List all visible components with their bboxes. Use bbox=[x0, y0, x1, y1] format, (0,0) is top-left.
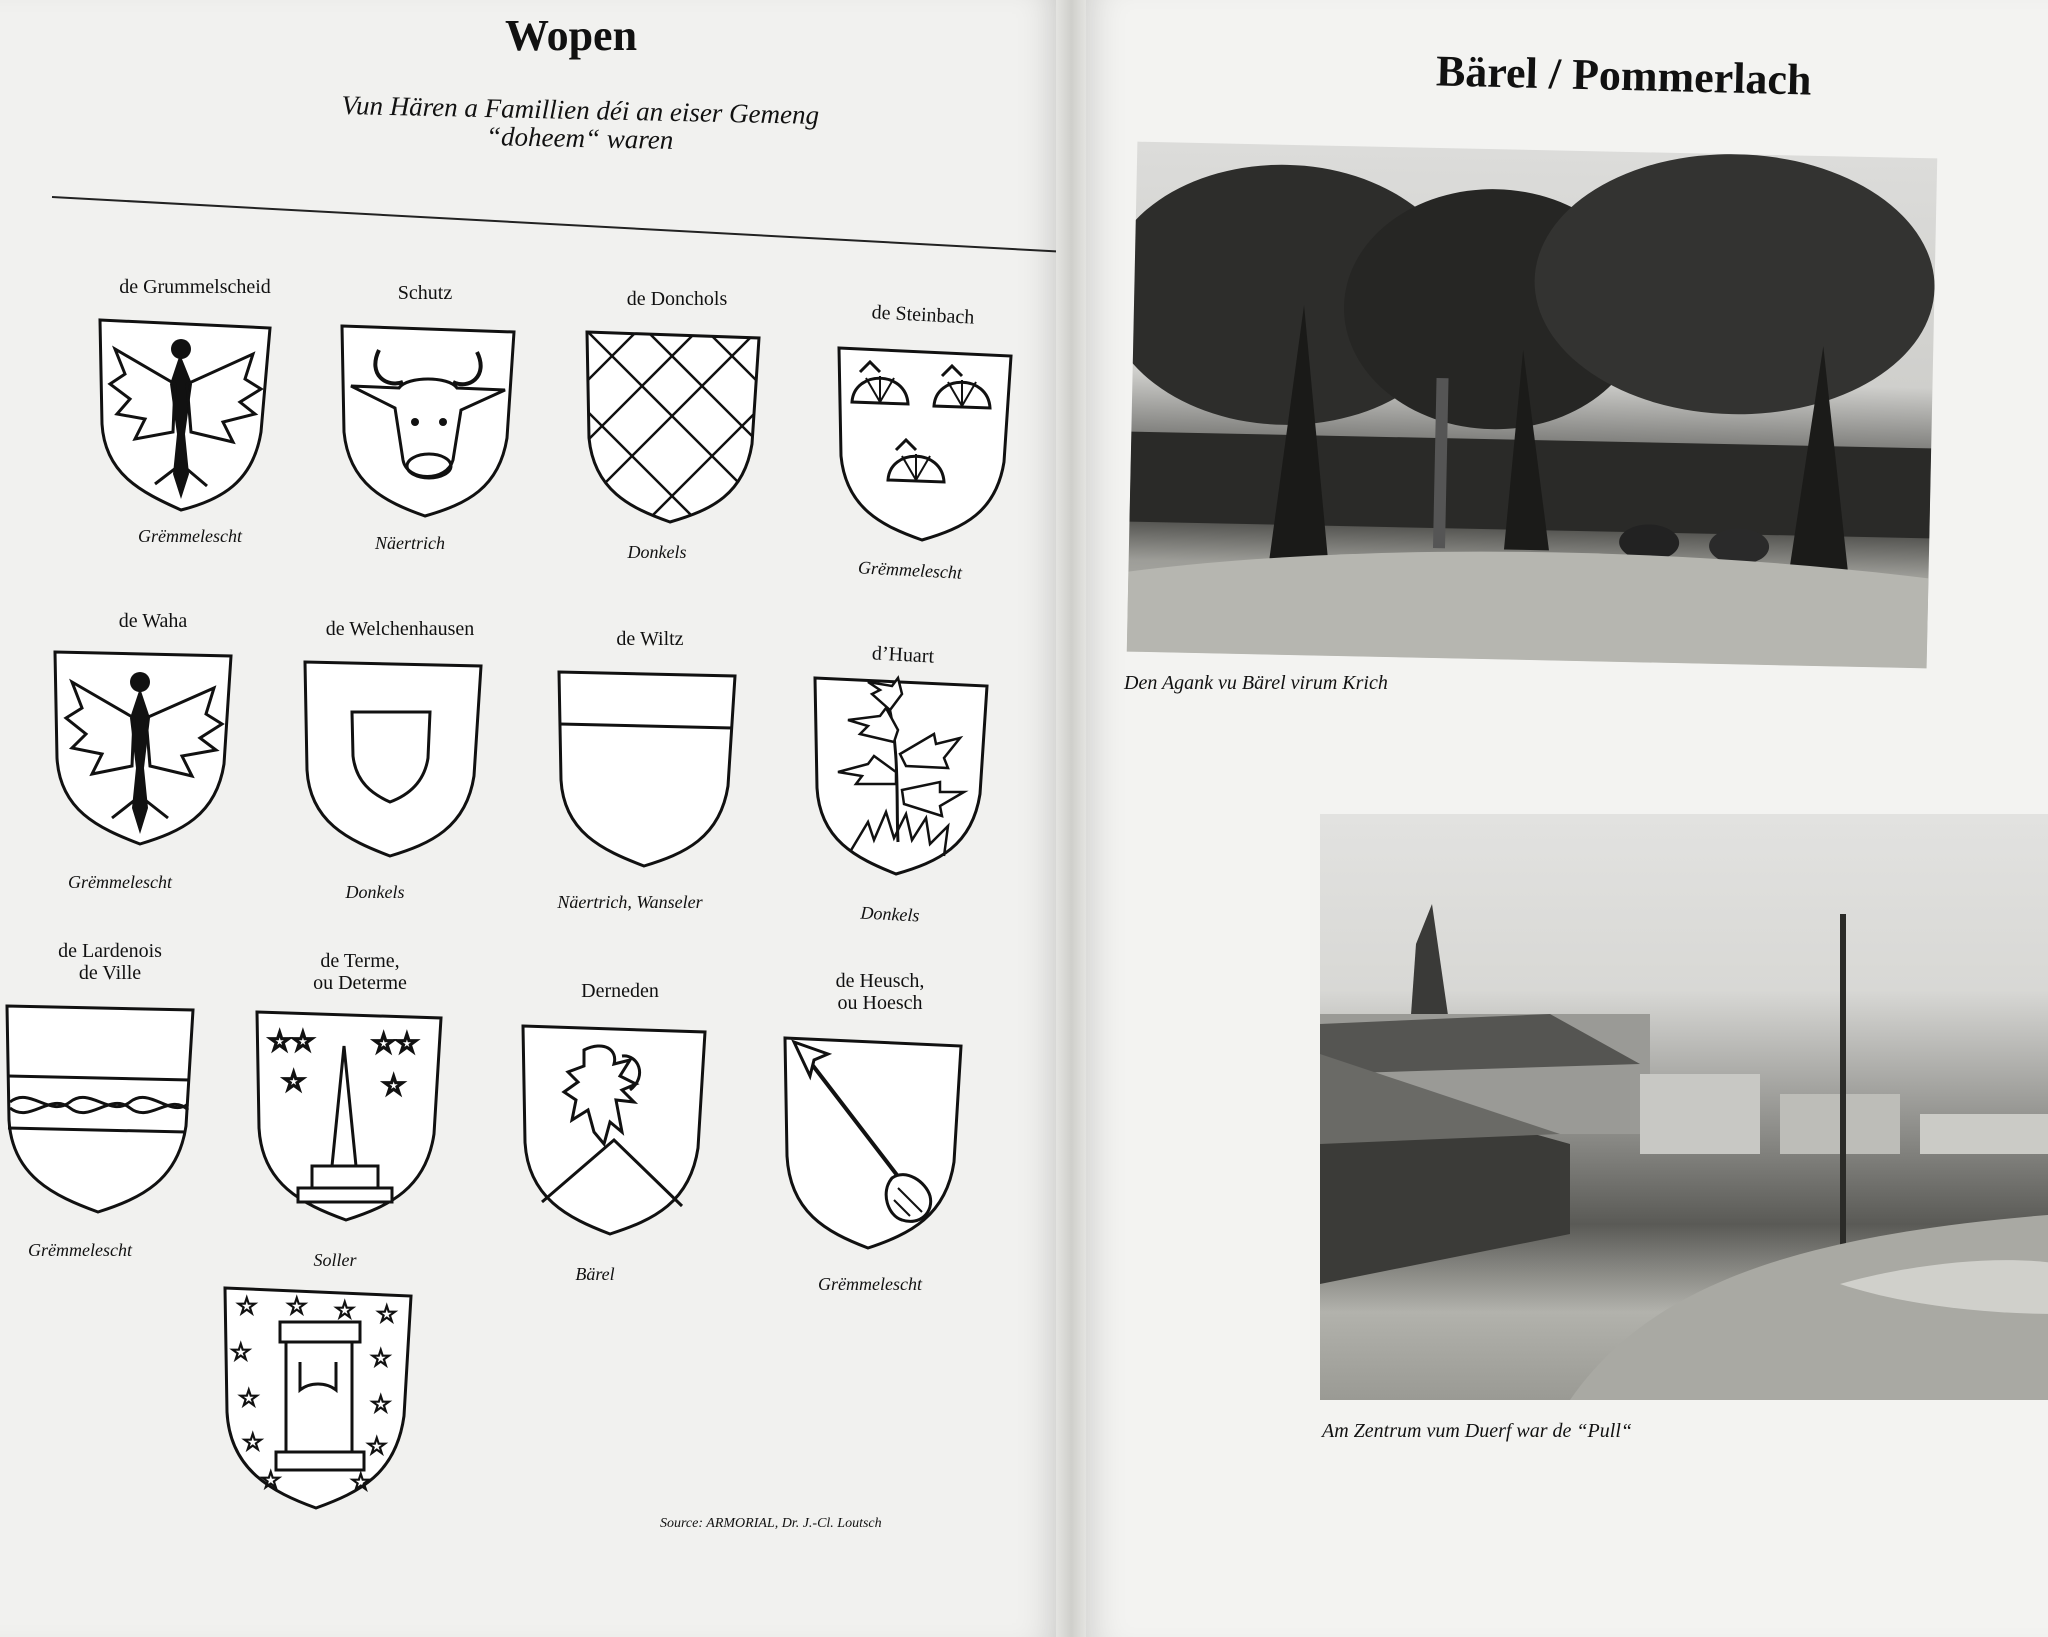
arms-place: Soller bbox=[313, 1250, 357, 1270]
svg-text:☆: ☆ bbox=[366, 1432, 388, 1460]
arms-place: Näertrich bbox=[375, 533, 445, 553]
village-centre-photo bbox=[1320, 814, 2048, 1400]
arms-name: d’Huart bbox=[871, 642, 935, 668]
svg-text:☆: ☆ bbox=[230, 1338, 252, 1366]
arms-place: Donkels bbox=[627, 542, 687, 562]
subtitle bbox=[299, 90, 860, 158]
svg-text:☆☆: ☆☆ bbox=[372, 1029, 419, 1059]
arms-place: Donkels bbox=[860, 902, 920, 926]
arms-name: de Heusch, ou Hoesch bbox=[835, 970, 925, 1015]
arms-place: Bärel bbox=[575, 1264, 615, 1284]
chief-shield-icon bbox=[554, 666, 740, 870]
svg-text:☆☆: ☆☆ bbox=[268, 1027, 315, 1057]
arms-place: Grëmmelescht bbox=[68, 872, 172, 892]
bull-head-shield-icon bbox=[337, 320, 519, 520]
svg-text:☆: ☆ bbox=[238, 1384, 260, 1412]
fess-wavy-shield-icon bbox=[2, 1000, 198, 1216]
lion-chevron-shield-icon bbox=[518, 1020, 710, 1240]
arms-place: Grëmmelescht bbox=[138, 526, 242, 546]
photo-caption: Am Zentrum vum Duerf war de “Pull“ bbox=[1322, 1420, 1632, 1442]
eagle-shield-icon bbox=[50, 646, 236, 848]
svg-text:☆: ☆ bbox=[376, 1300, 398, 1328]
page-title: Wopen bbox=[505, 11, 638, 60]
arms-place: Grëmmelescht bbox=[857, 557, 963, 583]
lozengy-shield-icon bbox=[582, 326, 764, 526]
right-page bbox=[1086, 0, 2048, 1637]
subtitle-line-2: “doheem“ waren bbox=[485, 121, 674, 156]
arms-place: Näertrich, Wanseler bbox=[557, 892, 703, 912]
arms-name: de Wiltz bbox=[616, 628, 684, 650]
arms-name: de Terme, ou Determe bbox=[313, 950, 407, 995]
arms-place: Grëmmelescht bbox=[818, 1274, 922, 1294]
arms-name: Derneden bbox=[581, 980, 659, 1002]
village-entrance-photo bbox=[1127, 142, 1938, 669]
svg-text:☆: ☆ bbox=[260, 1466, 282, 1494]
svg-text:☆: ☆ bbox=[370, 1344, 392, 1372]
arms-name: de Lardenois de Ville bbox=[58, 940, 162, 985]
arms-place: Grëmmelescht bbox=[28, 1240, 132, 1260]
arms-name: de Grummelscheid bbox=[119, 276, 271, 298]
arms-name: Schutz bbox=[397, 282, 453, 304]
arms-name: de Welchenhausen bbox=[325, 618, 475, 640]
svg-text:☆: ☆ bbox=[282, 1067, 306, 1097]
eagle-shield-icon bbox=[95, 314, 275, 514]
pedestal-stars-shield-icon bbox=[220, 1282, 416, 1514]
svg-text:☆: ☆ bbox=[350, 1468, 372, 1496]
svg-text:☆: ☆ bbox=[370, 1390, 392, 1418]
svg-text:☆: ☆ bbox=[286, 1292, 308, 1320]
arms-name: de Waha bbox=[118, 610, 188, 632]
svg-text:☆: ☆ bbox=[382, 1071, 406, 1101]
inescutcheon-shield-icon bbox=[300, 656, 486, 860]
subtitle-line-1: Vun Hären a Famillien déi an eiser Gemeng bbox=[341, 90, 820, 131]
obelisk-stars-shield-icon bbox=[252, 1006, 446, 1226]
source-note: Source: ARMORIAL, Dr. J.-Cl. Loutsch bbox=[660, 1516, 882, 1531]
svg-text:☆: ☆ bbox=[236, 1292, 258, 1320]
photo-caption: Den Agank vu Bärel virum Krich bbox=[1124, 672, 1388, 694]
arms-name: de Steinbach bbox=[871, 301, 975, 329]
arms-place: Donkels bbox=[345, 882, 405, 902]
arms-name: de Donchols bbox=[626, 288, 728, 310]
scallops-shield-icon bbox=[834, 342, 1016, 544]
holly-branch-shield-icon bbox=[810, 672, 992, 878]
svg-text:☆: ☆ bbox=[242, 1428, 264, 1456]
svg-text:☆: ☆ bbox=[334, 1296, 356, 1324]
title-rule bbox=[52, 196, 1061, 253]
page-title: Bärel / Pommerlach bbox=[1435, 46, 1813, 105]
arrow-shield-icon bbox=[780, 1032, 966, 1254]
book-gutter bbox=[1056, 0, 1090, 1637]
